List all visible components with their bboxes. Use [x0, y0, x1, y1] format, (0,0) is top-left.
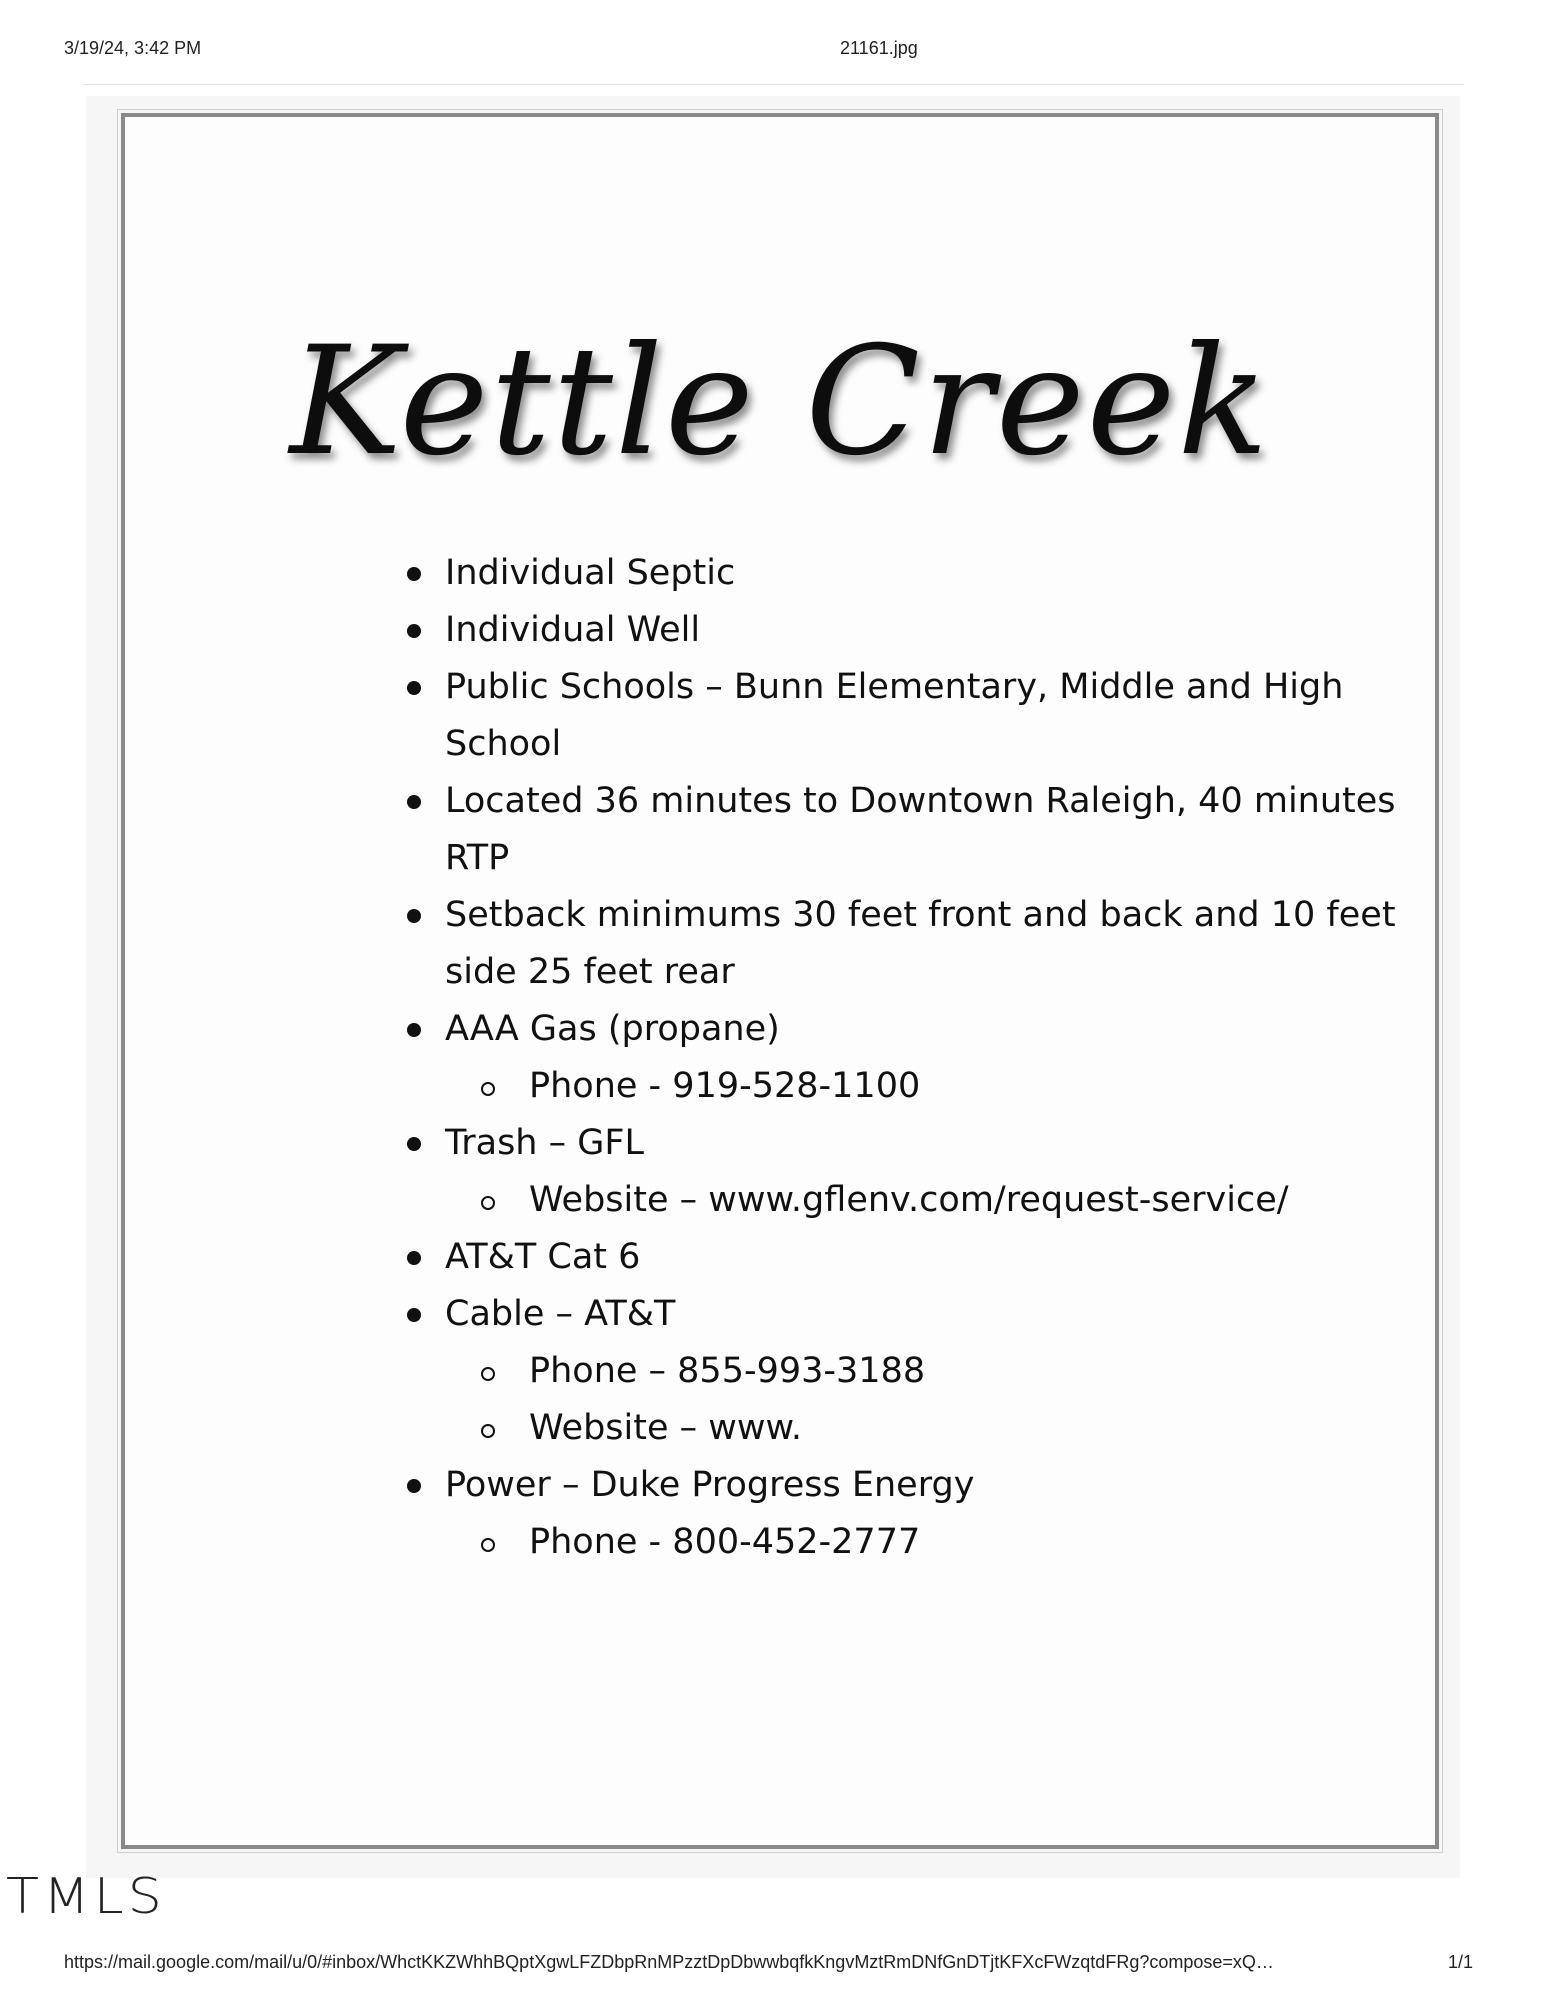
list-item-text: Public Schools – Bunn Elementary, Middle and High School	[445, 667, 1344, 764]
list-item-text: Located 36 minutes to Downtown Raleigh, 40 minutes RTP	[445, 781, 1396, 878]
list-item-text: AAA Gas (propane)	[445, 1009, 780, 1049]
list-item	[321, 1001, 1411, 1115]
print-header-filename: 21161.jpg	[840, 38, 918, 58]
bullet-icon	[407, 1137, 421, 1151]
feature-list	[321, 545, 1411, 1571]
header-divider	[84, 84, 1464, 85]
list-item	[321, 1115, 1411, 1229]
hollow-bullet-icon	[481, 1367, 495, 1381]
hollow-bullet-icon	[481, 1424, 495, 1438]
list-item	[321, 887, 1411, 1001]
sub-list-item	[445, 1400, 1411, 1457]
sub-list-item-text: Phone - 919-528-1100	[529, 1066, 921, 1106]
list-item	[321, 545, 1411, 602]
list-item	[321, 1457, 1411, 1571]
hollow-bullet-icon	[481, 1538, 495, 1552]
list-item	[321, 773, 1411, 887]
sub-list-item-text: Website – www.gflenv.com/request-service/	[529, 1180, 1289, 1220]
sub-list-item-text: Phone – 855-993-3188	[529, 1351, 926, 1391]
bullet-icon	[407, 1308, 421, 1322]
list-item	[321, 1229, 1411, 1286]
bullet-icon	[407, 624, 421, 638]
bullet-icon	[407, 1023, 421, 1037]
sub-list	[445, 1172, 1411, 1229]
bullet-icon	[407, 909, 421, 923]
list-item	[321, 602, 1411, 659]
print-header-datetime: 3/19/24, 3:42 PM	[64, 38, 202, 58]
list-item-text: Cable – AT&T	[445, 1294, 676, 1334]
list-item-text: Power – Duke Progress Energy	[445, 1465, 975, 1505]
document-frame	[121, 113, 1439, 1849]
sub-list-item	[445, 1343, 1411, 1400]
sub-list-item	[445, 1058, 1411, 1115]
bullet-icon	[407, 1479, 421, 1493]
tmls-logo: TMLS	[6, 1868, 166, 1925]
sub-list-item-text: Website – www.	[529, 1408, 803, 1448]
bullet-icon	[407, 1251, 421, 1265]
list-item	[321, 1286, 1411, 1457]
list-item-text: Individual Septic	[445, 553, 736, 593]
list-item-text: Individual Well	[445, 610, 701, 650]
hollow-bullet-icon	[481, 1196, 495, 1210]
list-item-text: Trash – GFL	[445, 1123, 644, 1163]
bullet-icon	[407, 567, 421, 581]
document-title: Kettle Creek	[289, 315, 1271, 489]
print-footer-url: https://mail.google.com/mail/u/0/#inbox/WhctKKZWhhBQptXgwLFZDbpRnMPzztDpDbwwbqfkKngvMztRmDNfGnDTjtKFXcFWzqtdFRg?compose=xQ…	[64, 1952, 1274, 1972]
bullet-icon	[407, 681, 421, 695]
print-footer-page-number: 1/1	[1448, 1952, 1474, 1972]
sub-list-item-text: Phone - 800-452-2777	[529, 1522, 921, 1562]
bullet-icon	[407, 795, 421, 809]
sub-list	[445, 1058, 1411, 1115]
sub-list	[445, 1343, 1411, 1457]
list-item-text: Setback minimums 30 feet front and back and 10 feet side 25 feet rear	[445, 895, 1396, 992]
list-item-text: AT&T Cat 6	[445, 1237, 641, 1277]
sub-list-item	[445, 1514, 1411, 1571]
sub-list-item	[445, 1172, 1411, 1229]
list-item	[321, 659, 1411, 773]
sub-list	[445, 1514, 1411, 1571]
hollow-bullet-icon	[481, 1082, 495, 1096]
